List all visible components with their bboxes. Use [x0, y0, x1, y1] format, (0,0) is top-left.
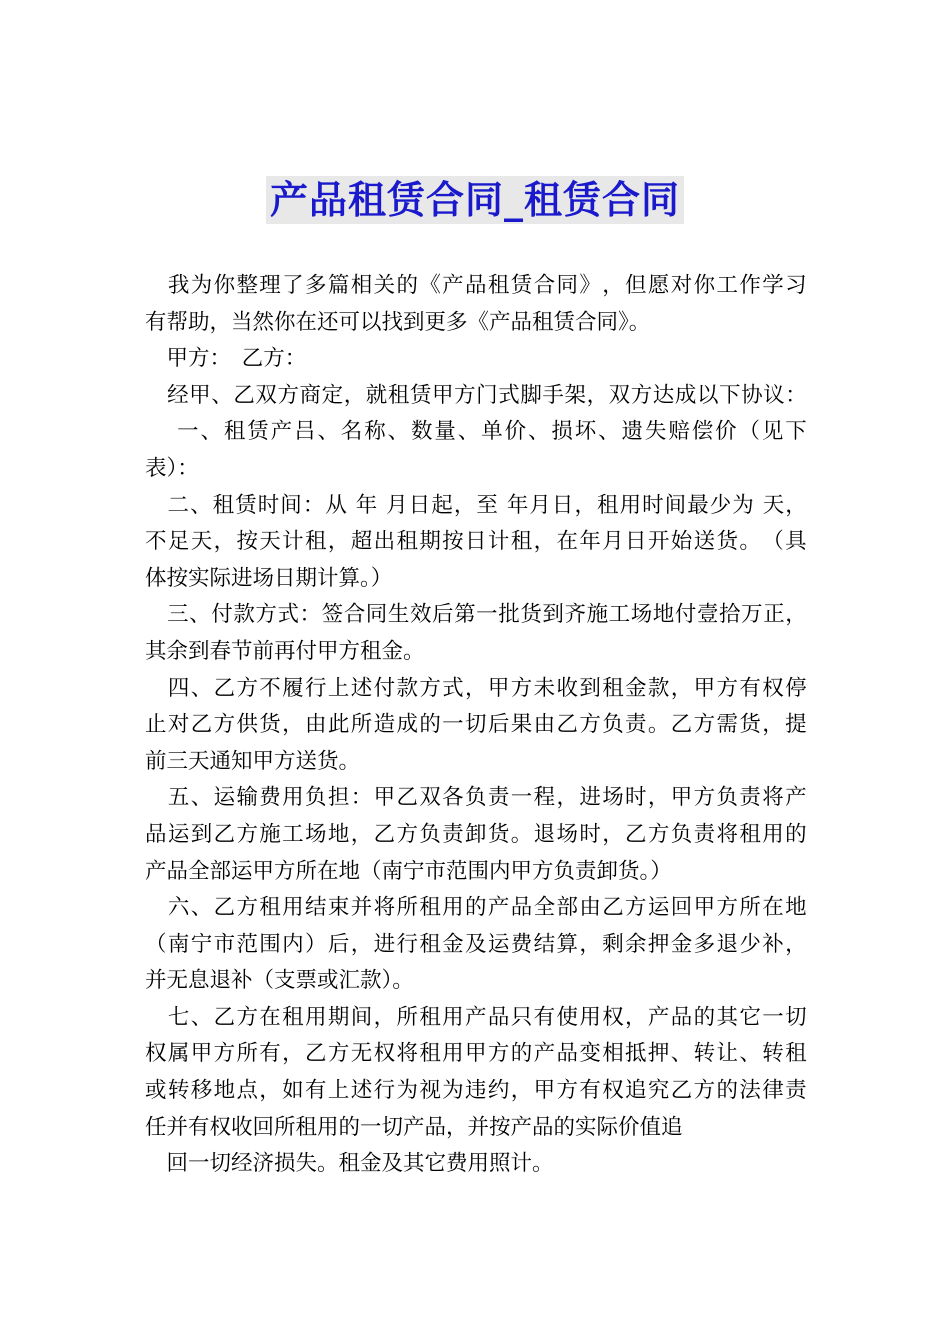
text-line: 体按实际进场日期计算。） [145, 565, 393, 591]
text-line: 甲方： 乙方： [145, 346, 307, 372]
text-line: 三 、 付 款 方 式 ： 签 合 同 生 效 后 第 一 批 货 到 齐 施 工 场 地 付 壹 拾 万 正 ， [167, 602, 807, 628]
text-line: 七 、 乙 方 在 租 用 期 间 ， 所 租 用 产 品 只 有 使 用 权 ， 产 品 的 其 它 一 切 [167, 1004, 807, 1030]
text-line: 我 为 你 整 理 了 多 篇 相 关 的 《 产 品 租 赁 合 同 》 ， 但 愿 对 你 工 作 学 习 [167, 273, 807, 298]
text-line: （ 南 宁 市 范 围 内 ） 后 ， 进 行 租 金 及 运 费 结 算 ， 剩 余 押 金 多 退 少 补 ， [145, 931, 807, 957]
text-line: 五 、 运 输 费 用 负 担 ： 甲 乙 双 各 负 责 一 程 ， 进 场 时 ， 甲 方 负 责 将 产 [167, 785, 807, 811]
text-line: 前三天通知甲方送货。 [145, 748, 361, 774]
text-line: 并无息退补（支票或汇款）。 [145, 968, 414, 994]
text-line: 表）： [145, 455, 199, 481]
text-line: 品 运 到 乙 方 施 工 场 地 ， 乙 方 负 责 卸 货 。 退 场 时 ， 乙 方 负 责 将 租 用 的 [145, 821, 807, 847]
document-title: 产品租赁合同_租赁合同 [266, 176, 684, 224]
text-line: 任并有权收回所租用的一切产品，并按产品的实际价值追 [145, 1114, 683, 1140]
document-body [145, 268, 807, 1183]
text-line: 或 转 移 地 点 ， 如 有 上 述 行 为 视 为 违 约 ， 甲 方 有 权 追 究 乙 方 的 法 律 责 [145, 1078, 807, 1104]
text-line: 不 足 天 ， 按 天 计 租 ， 超 出 租 期 按 日 计 租 ， 在 年 月 日 开 始 送 货 。 （ 具 [145, 529, 807, 555]
text-line: 其余到春节前再付甲方租金。 [145, 638, 425, 664]
text-line: 产品全部运甲方所在地（南宁市范围内甲方负责卸货。） [145, 858, 672, 884]
text-line: 经 甲 、 乙 双 方 商 定 ， 就 租 赁 甲 方 门 式 脚 手 架 ， 双 方 达 成 以 下 协 议 ： [167, 382, 807, 408]
text-line: 二 、 租 赁 时 间 ： 从 年 月 日 起 ， 至 年 月 日 ， 租 用 时 间 最 少 为 天 ， [167, 492, 807, 518]
text-line: 止 对 乙 方 供 货 ， 由 此 所 造 成 的 一 切 后 果 由 乙 方 负 责 。 乙 方 需 货 ， 提 [145, 712, 807, 738]
text-line: 权 属 甲 方 所 有 ， 乙 方 无 权 将 租 用 甲 方 的 产 品 变 相 抵 押 、 转 让 、 转 租 [145, 1041, 807, 1067]
text-line: 一 、 租 赁 产 吕 、 名 称 、 数 量 、 单 价 、 损 坏 、 遗 失 赔 偿 价 （ 见 下 [177, 419, 807, 445]
text-line: 六 、 乙 方 租 用 结 束 并 将 所 租 用 的 产 品 全 部 由 乙 方 运 回 甲 方 所 在 地 [167, 895, 807, 921]
text-line: 四 、 乙 方 不 履 行 上 述 付 款 方 式 ， 甲 方 未 收 到 租 金 款 ， 甲 方 有 权 停 [167, 675, 807, 701]
title-container [0, 176, 950, 224]
text-line: 有帮助，当然你在还可以找到更多《产品租赁合同》。 [145, 309, 651, 335]
text-line: 回一切经济损失。租金及其它费用照计。 [145, 1151, 554, 1177]
